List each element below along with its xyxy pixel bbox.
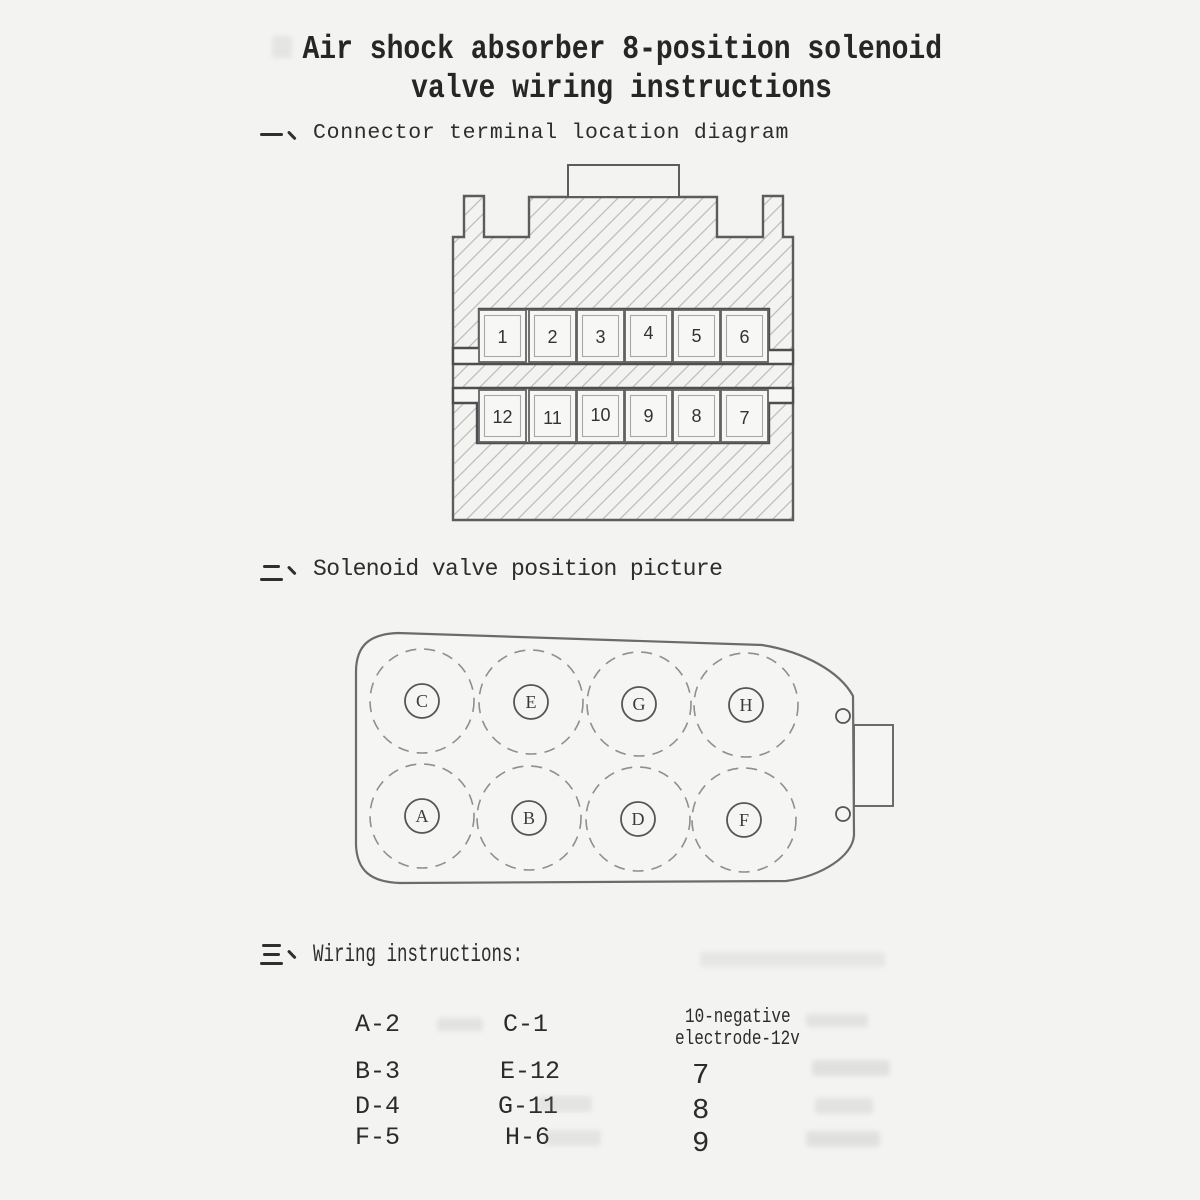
terminal-cell-3 <box>577 310 624 362</box>
bleed-smudge <box>545 1130 601 1146</box>
terminal-cell-5 <box>673 310 720 362</box>
terminal-number: 11 <box>543 408 562 428</box>
terminal-number: 10 <box>590 405 611 425</box>
valve-hole-top <box>836 709 850 723</box>
valve-letter: E <box>525 692 537 712</box>
terminal-cell-8 <box>673 390 720 442</box>
terminal-cell-6 <box>721 310 768 362</box>
valve-solenoid-G <box>622 687 656 721</box>
terminal-cell-12 <box>479 390 526 442</box>
ideographic-comma <box>286 556 301 582</box>
bleed-smudge <box>437 1018 483 1031</box>
ideographic-comma <box>286 121 301 147</box>
wiring-pair-a2: A-2 <box>355 1010 401 1039</box>
terminal-cell-2 <box>529 310 576 362</box>
terminal-cell-10 <box>577 390 624 442</box>
valve-solenoid-D <box>621 802 655 836</box>
bleed-smudge <box>700 952 885 967</box>
cjk-numeral-one <box>260 123 283 149</box>
bleed-smudge <box>272 36 292 58</box>
valve-solenoid-C <box>405 684 439 718</box>
bleed-smudge <box>812 1060 890 1076</box>
wiring-pair-e12: E-12 <box>500 1057 561 1086</box>
terminal-number: 2 <box>547 327 558 347</box>
valve-solenoid-H <box>729 688 763 722</box>
section-2-heading <box>260 556 722 584</box>
terminal-cell-7 <box>721 390 768 442</box>
valve-letter: C <box>415 691 429 711</box>
terminal-number: 8 <box>691 406 702 426</box>
section-1-title: Connector terminal location diagram <box>313 121 790 145</box>
negative-electrode-label-line1: 10-negative <box>685 1006 791 1029</box>
section-3-title: Wiring instructions: <box>313 940 524 969</box>
connector-terminal-diagram <box>440 150 810 540</box>
terminal-number: 4 <box>643 323 654 343</box>
ideographic-comma <box>286 940 301 966</box>
wiring-terminal-9: 9 <box>692 1127 710 1160</box>
bleed-smudge <box>538 1096 592 1112</box>
terminal-number: 1 <box>497 327 508 347</box>
valve-solenoid-A <box>405 799 439 833</box>
solenoid-valve-diagram <box>340 610 920 910</box>
wiring-pair-f5: F-5 <box>355 1123 401 1152</box>
terminal-cell-11 <box>529 390 576 442</box>
wiring-terminal-7: 7 <box>692 1059 710 1092</box>
bleed-smudge <box>806 1131 880 1147</box>
terminal-number: 3 <box>595 327 606 347</box>
valve-letter: G <box>632 694 646 714</box>
valve-body <box>356 633 854 883</box>
cjk-numeral-three <box>260 942 283 968</box>
page-title-line-2: valve wiring instructions <box>411 70 833 107</box>
valve-letter: D <box>631 809 645 829</box>
valve-letter: H <box>739 695 753 715</box>
terminal-cell-9 <box>625 390 672 442</box>
terminal-cell-4 <box>625 310 672 362</box>
valve-connector-tab <box>854 725 893 806</box>
bleed-smudge <box>815 1098 873 1114</box>
wiring-pair-d4: D-4 <box>355 1092 401 1121</box>
valve-hole-bottom <box>836 807 850 821</box>
valve-solenoid-E <box>514 685 548 719</box>
valve-solenoid-B <box>512 801 546 835</box>
page-title-line-1: Air shock absorber 8-position solenoid <box>302 31 942 68</box>
negative-electrode-label-line2: electrode-12v <box>675 1028 800 1051</box>
terminal-number: 12 <box>492 407 513 427</box>
terminal-cell-1 <box>479 310 526 362</box>
valve-solenoid-F <box>727 803 761 837</box>
connector-top-tab <box>568 165 679 197</box>
section-1-heading <box>260 121 789 149</box>
wiring-pair-h6: H-6 <box>505 1123 551 1152</box>
wiring-pair-c1: C-1 <box>503 1010 549 1039</box>
terminal-number: 6 <box>739 327 750 347</box>
section-3-heading <box>260 940 613 969</box>
wiring-terminal-8: 8 <box>692 1094 710 1127</box>
terminal-number: 5 <box>691 326 702 346</box>
section-2-title: Solenoid valve position picture <box>313 556 723 582</box>
bleed-smudge <box>806 1014 868 1027</box>
terminal-number: 9 <box>643 406 654 426</box>
valve-letter: B <box>522 808 536 828</box>
wiring-pair-g11: G-11 <box>498 1092 559 1121</box>
valve-letter: A <box>415 806 429 826</box>
terminal-number: 7 <box>739 408 750 428</box>
valve-letter: F <box>738 810 750 830</box>
cjk-numeral-two <box>260 558 283 584</box>
wiring-pair-b3: B-3 <box>355 1057 401 1086</box>
